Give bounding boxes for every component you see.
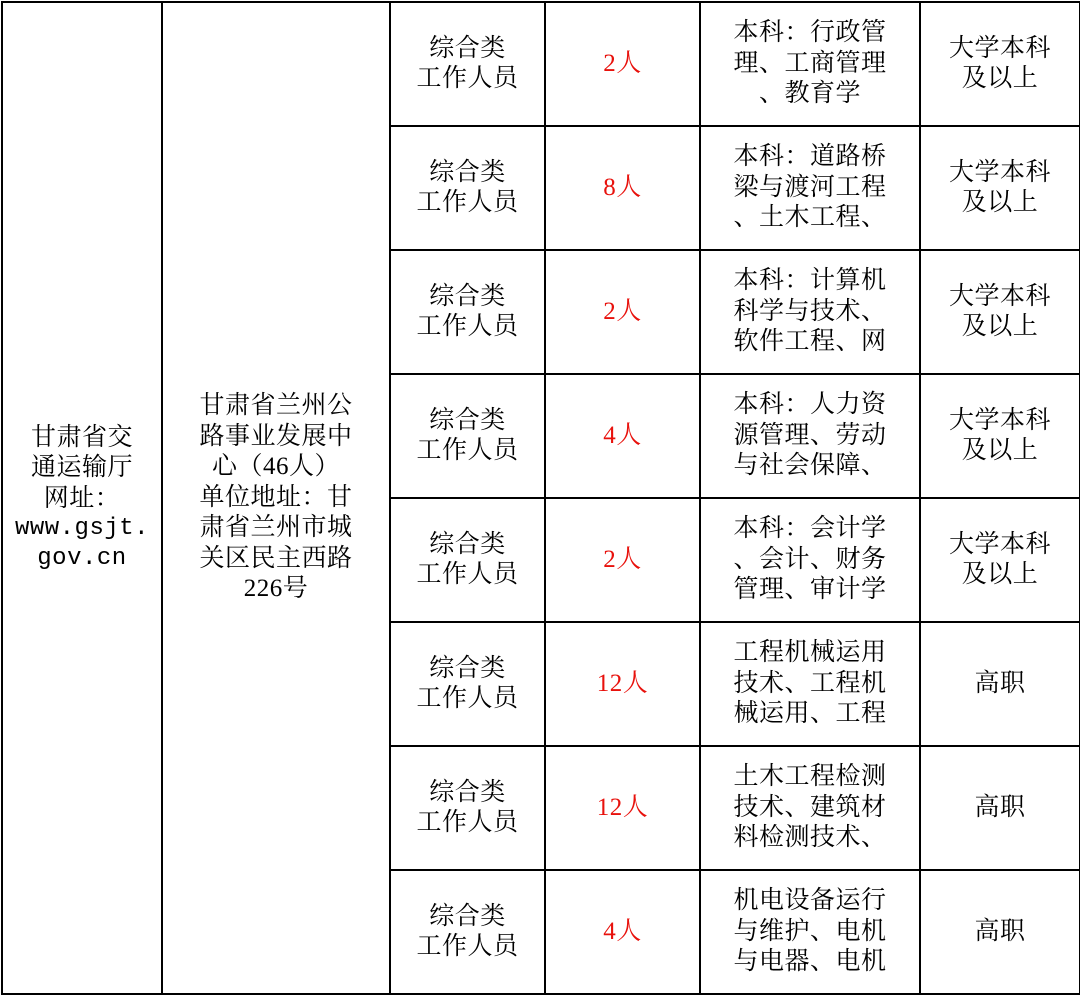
major-line: 机电设备运行 bbox=[733, 887, 887, 915]
major-cell bbox=[700, 622, 920, 746]
count-cell: 8人 bbox=[545, 126, 700, 250]
major-line: 软件工程、网 bbox=[733, 328, 887, 356]
count-cell: 12人 bbox=[545, 746, 700, 870]
unit-line: 甘肃省兰州公 bbox=[199, 392, 353, 420]
unit-line: 心（46人） bbox=[211, 453, 340, 481]
major-cell bbox=[700, 2, 920, 126]
major-line: 本科：人力资 bbox=[733, 391, 887, 419]
department-url-line: gov.cn bbox=[37, 544, 127, 572]
department-cell bbox=[2, 2, 162, 994]
major-cell bbox=[700, 870, 920, 994]
post-line: 综合类 bbox=[429, 778, 506, 806]
table-body bbox=[2, 2, 1080, 994]
unit-cell bbox=[162, 2, 390, 994]
post-cell bbox=[390, 126, 545, 250]
degree-line: 高职 bbox=[974, 793, 1026, 821]
degree-line: 大学本科 bbox=[948, 34, 1051, 62]
post-line: 工作人员 bbox=[416, 809, 519, 836]
post-line: 综合类 bbox=[429, 530, 506, 558]
degree-line: 高职 bbox=[974, 669, 1026, 697]
unit-line: 单位地址：甘 bbox=[199, 483, 353, 511]
major-line: 、教育学 bbox=[758, 80, 861, 108]
department-name-line: 通运输厅 bbox=[30, 454, 133, 482]
major-line: 管理、审计学 bbox=[733, 576, 887, 604]
major-line: 本科：行政管 bbox=[733, 19, 887, 47]
post-line: 工作人员 bbox=[416, 65, 519, 92]
major-line: 与维护、电机 bbox=[733, 917, 887, 945]
table-row bbox=[2, 2, 1080, 126]
major-line: 理、工商管理 bbox=[733, 49, 887, 77]
major-line: 梁与渡河工程 bbox=[733, 173, 887, 201]
unit-line: 肃省兰州市城 bbox=[199, 514, 353, 542]
major-line: 、会计、财务 bbox=[733, 545, 887, 573]
post-cell bbox=[390, 2, 545, 126]
count-cell: 4人 bbox=[545, 374, 700, 498]
post-cell bbox=[390, 498, 545, 622]
degree-line: 大学本科 bbox=[948, 158, 1051, 186]
post-line: 综合类 bbox=[429, 282, 506, 310]
post-cell bbox=[390, 250, 545, 374]
major-line: 技术、工程机 bbox=[733, 669, 887, 697]
major-cell bbox=[700, 746, 920, 870]
department-url-line: www.gsjt. bbox=[14, 515, 150, 543]
unit-line: 路事业发展中 bbox=[199, 422, 353, 450]
degree-line: 大学本科 bbox=[948, 530, 1051, 558]
major-line: 源管理、劳动 bbox=[733, 421, 887, 449]
post-line: 工作人员 bbox=[416, 437, 519, 464]
degree-cell bbox=[920, 126, 1080, 250]
major-line: 本科：会计学 bbox=[733, 515, 887, 543]
degree-cell bbox=[920, 498, 1080, 622]
major-cell bbox=[700, 374, 920, 498]
post-line: 工作人员 bbox=[416, 189, 519, 216]
count-cell: 2人 bbox=[545, 498, 700, 622]
unit-line: 226号 bbox=[243, 575, 309, 603]
degree-line: 及以上 bbox=[961, 65, 1039, 92]
degree-line: 高职 bbox=[974, 917, 1026, 945]
major-line: 、土木工程、 bbox=[733, 204, 887, 232]
count-cell: 2人 bbox=[545, 2, 700, 126]
major-line: 土木工程检测 bbox=[733, 763, 887, 791]
major-line: 料检测技术、 bbox=[733, 824, 887, 852]
major-line: 科学与技术、 bbox=[733, 297, 887, 325]
count-cell: 12人 bbox=[545, 622, 700, 746]
department-url bbox=[7, 514, 157, 573]
post-cell bbox=[390, 870, 545, 994]
unit-info bbox=[167, 391, 385, 605]
post-line: 工作人员 bbox=[416, 561, 519, 588]
recruitment-table bbox=[1, 1, 1080, 995]
major-cell bbox=[700, 250, 920, 374]
post-line: 工作人员 bbox=[416, 685, 519, 712]
count-cell: 2人 bbox=[545, 250, 700, 374]
major-line: 械运用、工程 bbox=[733, 700, 887, 728]
degree-line: 及以上 bbox=[961, 189, 1039, 216]
post-line: 综合类 bbox=[429, 654, 506, 682]
major-line: 工程机械运用 bbox=[733, 639, 887, 667]
degree-cell bbox=[920, 374, 1080, 498]
unit-line: 关区民主西路 bbox=[199, 544, 353, 572]
degree-cell bbox=[920, 622, 1080, 746]
department-name bbox=[7, 423, 157, 515]
post-line: 工作人员 bbox=[416, 933, 519, 960]
count-cell: 4人 bbox=[545, 870, 700, 994]
major-line: 本科：道路桥 bbox=[733, 143, 887, 171]
post-cell bbox=[390, 374, 545, 498]
major-line: 技术、建筑材 bbox=[733, 793, 887, 821]
major-cell bbox=[700, 126, 920, 250]
degree-line: 大学本科 bbox=[948, 406, 1051, 434]
post-line: 综合类 bbox=[429, 158, 506, 186]
degree-line: 及以上 bbox=[961, 437, 1039, 464]
post-line: 综合类 bbox=[429, 406, 506, 434]
degree-line: 及以上 bbox=[961, 561, 1039, 588]
major-line: 本科：计算机 bbox=[733, 267, 887, 295]
degree-cell bbox=[920, 870, 1080, 994]
post-line: 综合类 bbox=[429, 902, 506, 930]
department-name-line: 甘肃省交 bbox=[30, 423, 133, 451]
post-cell bbox=[390, 746, 545, 870]
major-line: 与社会保障、 bbox=[733, 452, 887, 480]
post-line: 工作人员 bbox=[416, 313, 519, 340]
post-cell bbox=[390, 622, 545, 746]
degree-cell bbox=[920, 250, 1080, 374]
department-name-line: 网址： bbox=[43, 484, 121, 512]
degree-line: 及以上 bbox=[961, 313, 1039, 340]
post-line: 综合类 bbox=[429, 34, 506, 62]
major-cell bbox=[700, 498, 920, 622]
degree-line: 大学本科 bbox=[948, 282, 1051, 310]
major-line: 与电器、电机 bbox=[733, 948, 887, 976]
degree-cell bbox=[920, 2, 1080, 126]
degree-cell bbox=[920, 746, 1080, 870]
